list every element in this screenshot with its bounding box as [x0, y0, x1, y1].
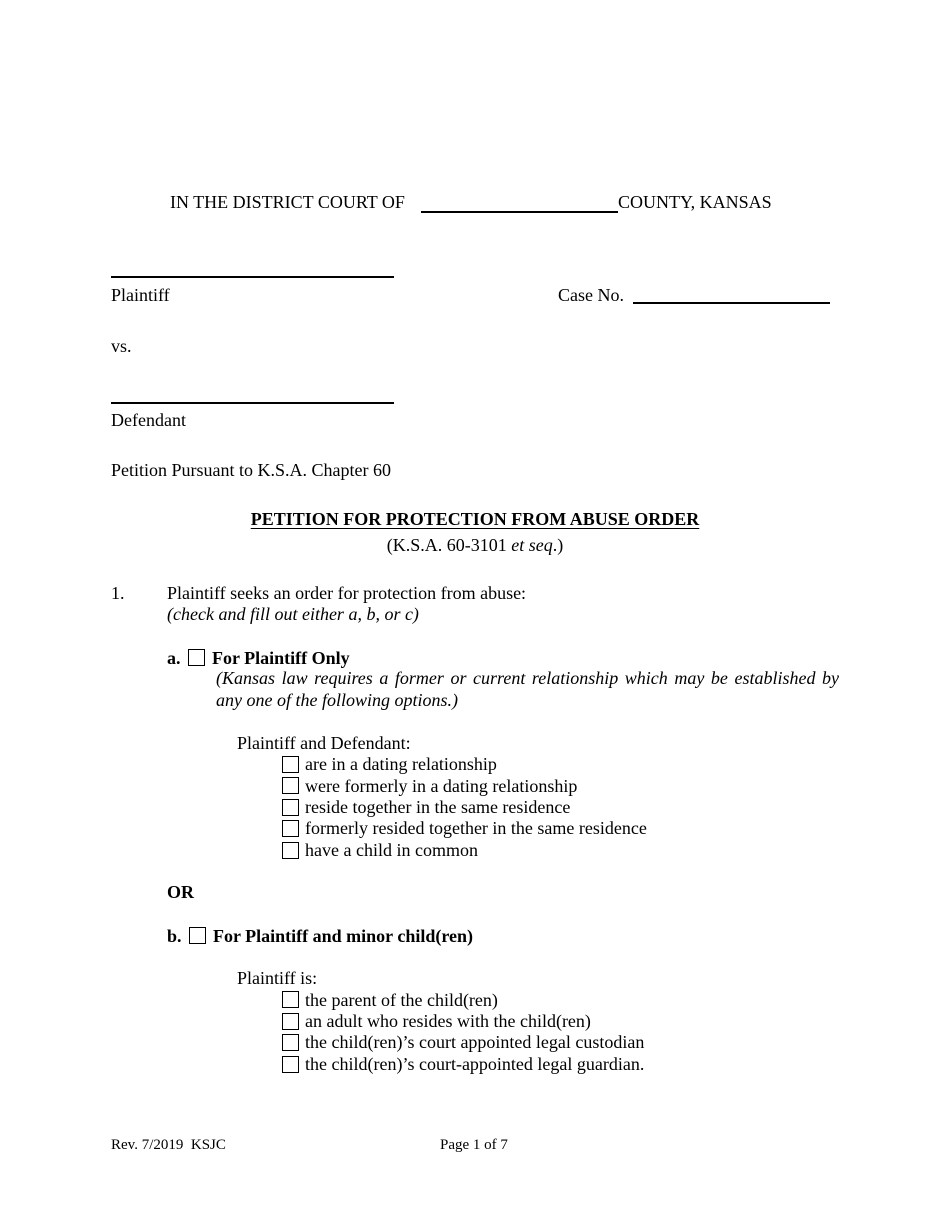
section-instruction: (check and fill out either a, b, or c) — [167, 604, 419, 624]
option-b-item: the child(ren)’s court-appointed legal guardian. — [305, 1054, 645, 1074]
section-number: 1. — [111, 583, 125, 603]
checkbox-child-in-common[interactable] — [282, 842, 299, 859]
option-a-letter: a. — [167, 648, 181, 668]
plaintiff-label: Plaintiff — [111, 285, 170, 305]
case-no-field[interactable] — [633, 302, 830, 304]
authority-line: Petition Pursuant to K.S.A. Chapter 60 — [111, 460, 391, 480]
statute-reference — [0, 535, 950, 556]
versus-label: vs. — [111, 336, 132, 356]
option-a-item: were formerly in a dating relationship — [305, 776, 578, 796]
statute-prefix: (K.S.A. 60-3101 — [386, 535, 507, 555]
option-a-checkbox[interactable] — [188, 649, 205, 666]
option-b-item: the parent of the child(ren) — [305, 990, 498, 1010]
checkbox-formerly-dating[interactable] — [282, 777, 299, 794]
checkbox-formerly-resided[interactable] — [282, 820, 299, 837]
option-b-label: For Plaintiff and minor child(ren) — [213, 926, 474, 946]
checkbox-reside-together[interactable] — [282, 799, 299, 816]
case-no-label: Case No. — [558, 285, 624, 305]
option-b-checkbox[interactable] — [189, 927, 206, 944]
option-b-item: an adult who resides with the child(ren) — [305, 1011, 591, 1031]
statute-italic: et seq — [511, 535, 553, 555]
option-b-item: the child(ren)’s court appointed legal custodian — [305, 1032, 645, 1052]
plaintiff-name-field[interactable] — [111, 276, 394, 278]
defendant-name-field[interactable] — [111, 402, 394, 404]
checkbox-legal-guardian[interactable] — [282, 1056, 299, 1073]
option-a-item: have a child in common — [305, 840, 478, 860]
document-title — [0, 509, 950, 530]
court-suffix: COUNTY, KANSAS — [618, 192, 772, 212]
checkbox-legal-custodian[interactable] — [282, 1034, 299, 1051]
or-separator: OR — [167, 882, 194, 902]
defendant-label: Defendant — [111, 410, 186, 430]
option-a-item: reside together in the same residence — [305, 797, 571, 817]
statute-suffix: .) — [552, 535, 564, 555]
option-a-label: For Plaintiff Only — [212, 648, 350, 668]
option-b-letter: b. — [167, 926, 182, 946]
section-text: Plaintiff seeks an order for protection from abuse: — [167, 583, 527, 603]
checkbox-dating[interactable] — [282, 756, 299, 773]
option-a-note: (Kansas law requires a former or current relationship which may be established by any one of the following options.) — [216, 668, 839, 710]
option-b-lead: Plaintiff is: — [237, 968, 318, 988]
title-text: PETITION FOR PROTECTION FROM ABUSE ORDER — [250, 509, 700, 529]
checkbox-resides-with-child[interactable] — [282, 1013, 299, 1030]
checkbox-parent[interactable] — [282, 991, 299, 1008]
footer-page-number: Page 1 of 7 — [440, 1137, 508, 1153]
option-a-lead: Plaintiff and Defendant: — [237, 733, 411, 753]
court-header — [170, 192, 405, 213]
court-prefix: IN THE DISTRICT COURT OF — [170, 192, 405, 212]
option-a-item: formerly resided together in the same residence — [305, 818, 647, 838]
option-a-item: are in a dating relationship — [305, 754, 497, 774]
footer-revision: Rev. 7/2019 KSJC — [111, 1137, 226, 1153]
county-field[interactable] — [421, 211, 618, 213]
